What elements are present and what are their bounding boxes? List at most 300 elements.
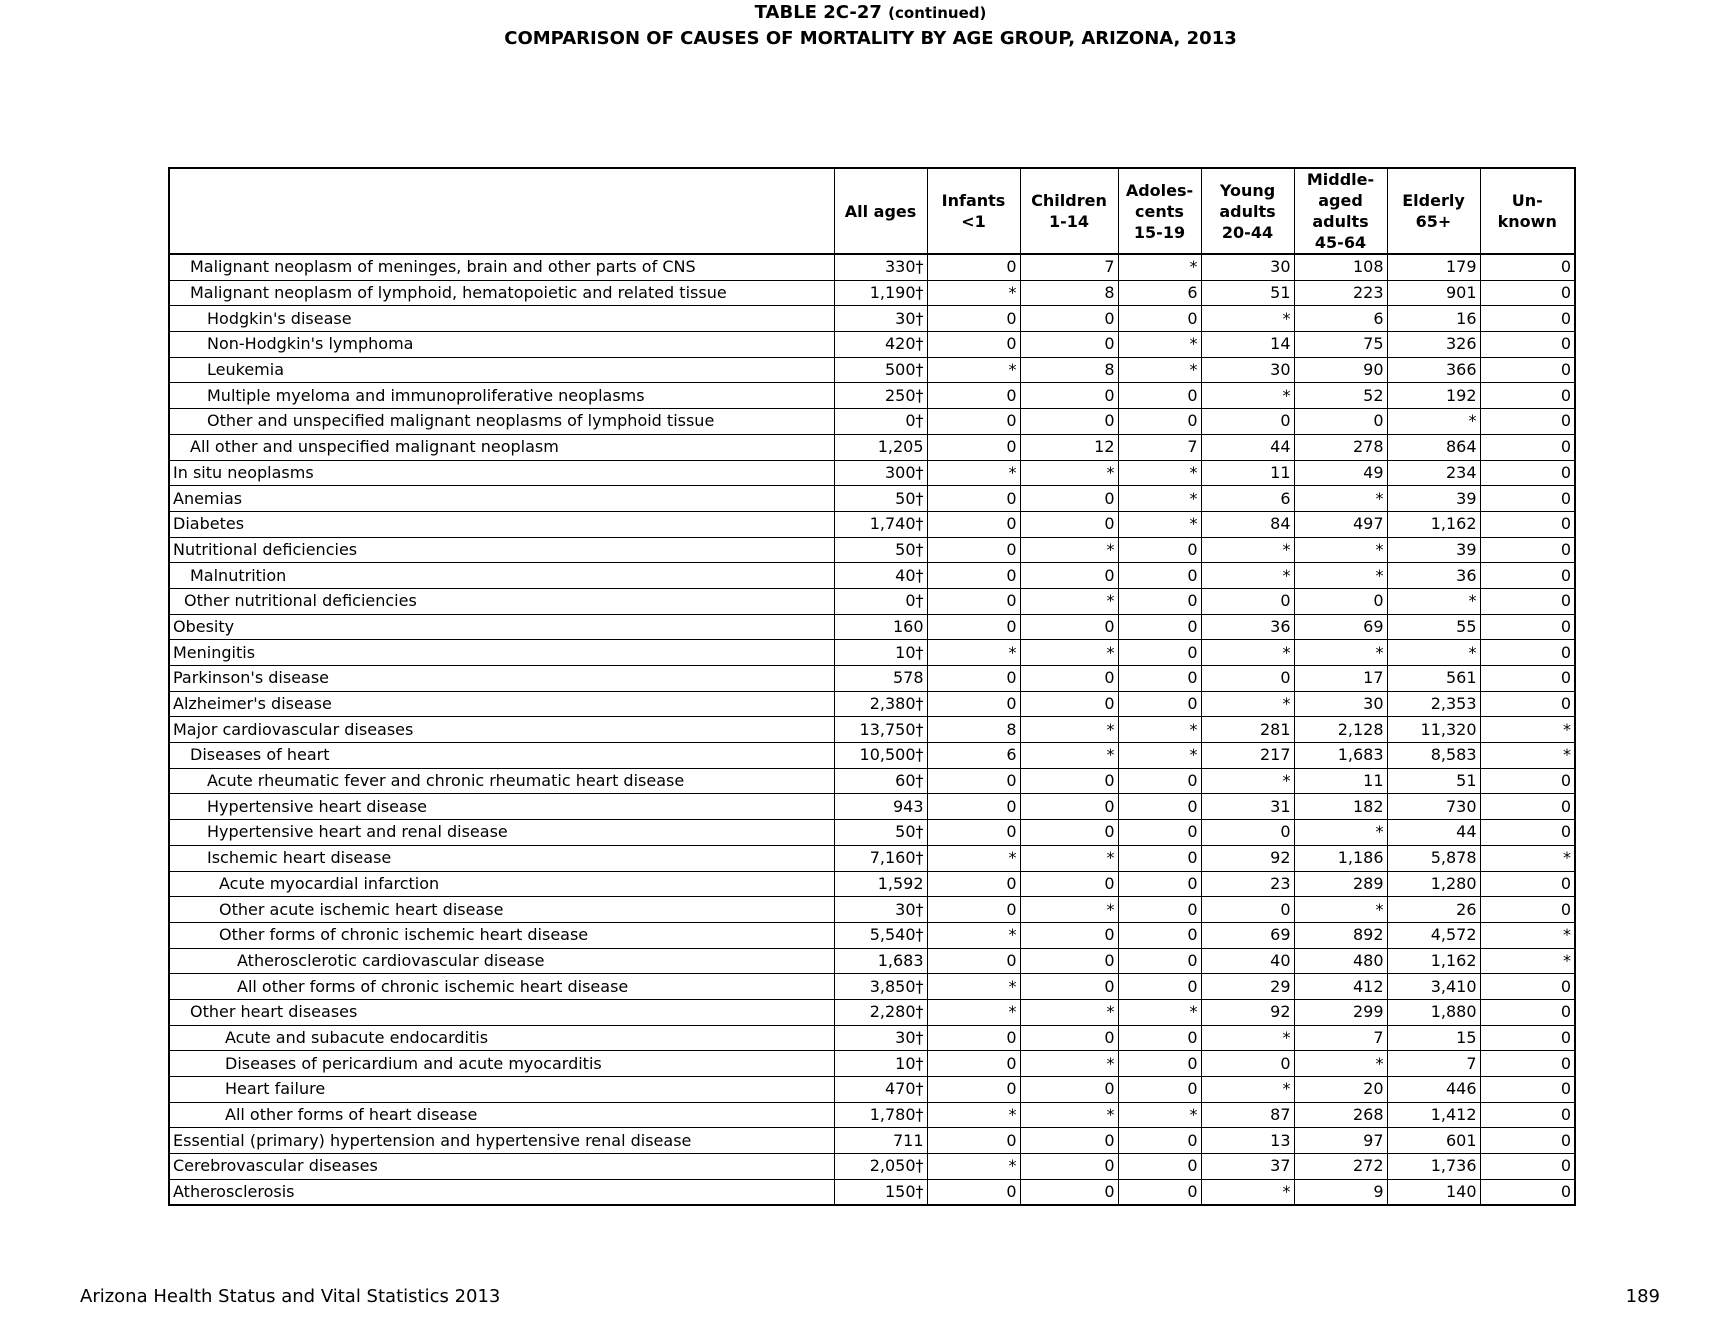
table-row [169, 948, 1575, 974]
header-elderly-line2: 65+ [1415, 212, 1452, 231]
cell-all-ages: 1,740† [834, 511, 927, 537]
cell-children: * [1020, 460, 1118, 486]
cell-middle-aged: 30 [1294, 691, 1387, 717]
table-row [169, 306, 1575, 332]
header-middle-aged-line2: aged [1318, 191, 1363, 210]
row-label: Diseases of heart [169, 743, 834, 769]
cell-children: 0 [1020, 306, 1118, 332]
table-row [169, 743, 1575, 769]
cell-unknown: 0 [1480, 640, 1575, 666]
cell-middle-aged: 0 [1294, 409, 1387, 435]
cell-middle-aged: 1,186 [1294, 845, 1387, 871]
cell-all-ages: 1,190† [834, 280, 927, 306]
cell-middle-aged: 7 [1294, 1025, 1387, 1051]
cell-all-ages: 420† [834, 332, 927, 358]
cell-adolescents: * [1118, 460, 1201, 486]
cell-all-ages: 711 [834, 1128, 927, 1154]
cell-unknown: 0 [1480, 254, 1575, 280]
cell-all-ages: 60† [834, 768, 927, 794]
cell-infants: * [927, 357, 1020, 383]
cell-adolescents: 0 [1118, 1179, 1201, 1205]
cell-children: 8 [1020, 357, 1118, 383]
cell-all-ages: 3,850† [834, 974, 927, 1000]
cell-elderly: 366 [1387, 357, 1480, 383]
cell-middle-aged: 412 [1294, 974, 1387, 1000]
table-row [169, 794, 1575, 820]
cell-middle-aged: * [1294, 486, 1387, 512]
cell-children: * [1020, 999, 1118, 1025]
cell-infants: * [927, 999, 1020, 1025]
cell-infants: 0 [927, 871, 1020, 897]
row-label: Malignant neoplasm of lymphoid, hematopoietic and related tissue [169, 280, 834, 306]
row-label: Malignant neoplasm of meninges, brain and other parts of CNS [169, 254, 834, 280]
row-label: Other acute ischemic heart disease [169, 897, 834, 923]
cell-unknown: 0 [1480, 306, 1575, 332]
cell-adolescents: 0 [1118, 563, 1201, 589]
cell-elderly: 730 [1387, 794, 1480, 820]
cell-middle-aged: 268 [1294, 1102, 1387, 1128]
cell-elderly: 140 [1387, 1179, 1480, 1205]
cell-unknown: 0 [1480, 280, 1575, 306]
cell-middle-aged: 97 [1294, 1128, 1387, 1154]
cell-middle-aged: 0 [1294, 588, 1387, 614]
cell-adolescents: * [1118, 717, 1201, 743]
cell-infants: 0 [927, 1077, 1020, 1103]
cell-adolescents: 0 [1118, 948, 1201, 974]
cell-children: 12 [1020, 434, 1118, 460]
cell-middle-aged: 289 [1294, 871, 1387, 897]
cell-elderly: * [1387, 640, 1480, 666]
cell-adolescents: 0 [1118, 537, 1201, 563]
cell-all-ages: 10† [834, 640, 927, 666]
cell-young-adults: * [1201, 1025, 1294, 1051]
table-row [169, 460, 1575, 486]
cell-adolescents: 0 [1118, 922, 1201, 948]
cell-young-adults: 84 [1201, 511, 1294, 537]
cell-unknown: 0 [1480, 691, 1575, 717]
cell-infants: 0 [927, 434, 1020, 460]
cell-children: * [1020, 537, 1118, 563]
cell-adolescents: 0 [1118, 871, 1201, 897]
cell-all-ages: 160 [834, 614, 927, 640]
cell-young-adults: * [1201, 640, 1294, 666]
cell-unknown: 0 [1480, 974, 1575, 1000]
cell-young-adults: 87 [1201, 1102, 1294, 1128]
cell-young-adults: 217 [1201, 743, 1294, 769]
cell-all-ages: 50† [834, 820, 927, 846]
cell-elderly: * [1387, 409, 1480, 435]
cell-unknown: 0 [1480, 1128, 1575, 1154]
header-infants-line2: <1 [961, 212, 986, 231]
header-young-adults-line1: Young [1219, 180, 1276, 200]
mortality-table [168, 167, 1576, 1206]
cell-middle-aged: 223 [1294, 280, 1387, 306]
header-children-line1: Children [1031, 191, 1107, 210]
cell-children: * [1020, 717, 1118, 743]
cell-adolescents: * [1118, 743, 1201, 769]
cell-adolescents: * [1118, 511, 1201, 537]
cell-children: 0 [1020, 691, 1118, 717]
cell-unknown: 0 [1480, 434, 1575, 460]
cell-young-adults: 0 [1201, 1051, 1294, 1077]
table-row [169, 717, 1575, 743]
cell-unknown: 0 [1480, 1051, 1575, 1077]
table-body [169, 254, 1575, 1205]
table-row [169, 897, 1575, 923]
cell-adolescents: 0 [1118, 691, 1201, 717]
cell-all-ages: 330† [834, 254, 927, 280]
cell-unknown: 0 [1480, 486, 1575, 512]
header-infants-line1: Infants [941, 191, 1006, 210]
cell-elderly: 601 [1387, 1128, 1480, 1154]
cell-all-ages: 300† [834, 460, 927, 486]
cell-infants: 0 [927, 948, 1020, 974]
cell-all-ages: 30† [834, 897, 927, 923]
row-label: Diabetes [169, 511, 834, 537]
header-middle-aged-line1: Middle- [1306, 170, 1375, 189]
cell-unknown: * [1480, 717, 1575, 743]
row-label: Other and unspecified malignant neoplasms of lymphoid tissue [169, 409, 834, 435]
row-label: Diseases of pericardium and acute myocarditis [169, 1051, 834, 1077]
cell-middle-aged: 278 [1294, 434, 1387, 460]
cell-young-adults: 23 [1201, 871, 1294, 897]
cell-infants: 6 [927, 743, 1020, 769]
cell-unknown: 0 [1480, 537, 1575, 563]
table-row [169, 974, 1575, 1000]
header-children-line2: 1-14 [1048, 212, 1090, 231]
cell-infants: * [927, 922, 1020, 948]
row-label: Other heart diseases [169, 999, 834, 1025]
header-young-adults [1201, 168, 1294, 254]
cell-children: 0 [1020, 409, 1118, 435]
cell-children: 0 [1020, 820, 1118, 846]
cell-young-adults: 281 [1201, 717, 1294, 743]
cell-unknown: 0 [1480, 1154, 1575, 1180]
table-row [169, 666, 1575, 692]
cell-adolescents: * [1118, 999, 1201, 1025]
cell-all-ages: 2,280† [834, 999, 927, 1025]
cell-unknown: 0 [1480, 1077, 1575, 1103]
cell-infants: 0 [927, 511, 1020, 537]
cell-children: 0 [1020, 1128, 1118, 1154]
table-row [169, 691, 1575, 717]
cell-elderly: 1,880 [1387, 999, 1480, 1025]
cell-children: 0 [1020, 383, 1118, 409]
cell-middle-aged: * [1294, 563, 1387, 589]
row-label: Atherosclerotic cardiovascular disease [169, 948, 834, 974]
header-unknown [1480, 168, 1575, 254]
cell-children: 0 [1020, 666, 1118, 692]
cell-middle-aged: 299 [1294, 999, 1387, 1025]
table-row [169, 434, 1575, 460]
cell-unknown: 0 [1480, 383, 1575, 409]
table-row [169, 768, 1575, 794]
cell-middle-aged: 182 [1294, 794, 1387, 820]
row-label: Obesity [169, 614, 834, 640]
cell-all-ages: 10,500† [834, 743, 927, 769]
cell-children: 0 [1020, 948, 1118, 974]
cell-unknown: 0 [1480, 820, 1575, 846]
cell-infants: * [927, 280, 1020, 306]
cell-middle-aged: 6 [1294, 306, 1387, 332]
cell-young-adults: 0 [1201, 897, 1294, 923]
cell-adolescents: 0 [1118, 1077, 1201, 1103]
cell-young-adults: * [1201, 1077, 1294, 1103]
cell-adolescents: 0 [1118, 614, 1201, 640]
header-elderly [1387, 168, 1480, 254]
cell-unknown: 0 [1480, 409, 1575, 435]
cell-young-adults: 92 [1201, 845, 1294, 871]
row-label: Heart failure [169, 1077, 834, 1103]
table-row [169, 332, 1575, 358]
header-row [169, 168, 1575, 254]
cell-adolescents: * [1118, 254, 1201, 280]
cell-adolescents: 0 [1118, 1154, 1201, 1180]
table-row [169, 614, 1575, 640]
table-row [169, 357, 1575, 383]
row-label: Cerebrovascular diseases [169, 1154, 834, 1180]
cell-young-adults: 92 [1201, 999, 1294, 1025]
header-children [1020, 168, 1118, 254]
cell-all-ages: 30† [834, 306, 927, 332]
row-label: Acute myocardial infarction [169, 871, 834, 897]
cell-elderly: 11,320 [1387, 717, 1480, 743]
cell-all-ages: 470† [834, 1077, 927, 1103]
table-row [169, 537, 1575, 563]
cell-infants: 0 [927, 306, 1020, 332]
row-label: Atherosclerosis [169, 1179, 834, 1205]
cell-all-ages: 500† [834, 357, 927, 383]
cell-unknown: 0 [1480, 1025, 1575, 1051]
cell-elderly: 7 [1387, 1051, 1480, 1077]
cell-adolescents: 6 [1118, 280, 1201, 306]
cell-young-adults: 6 [1201, 486, 1294, 512]
cell-infants: * [927, 640, 1020, 666]
cell-children: 0 [1020, 1077, 1118, 1103]
cell-unknown: 0 [1480, 768, 1575, 794]
cell-infants: 0 [927, 332, 1020, 358]
cell-elderly: 44 [1387, 820, 1480, 846]
cell-infants: * [927, 1102, 1020, 1128]
cell-unknown: * [1480, 743, 1575, 769]
cell-infants: 0 [927, 794, 1020, 820]
cell-young-adults: 40 [1201, 948, 1294, 974]
cell-children: * [1020, 845, 1118, 871]
row-label: Anemias [169, 486, 834, 512]
cell-children: 0 [1020, 511, 1118, 537]
cell-elderly: 864 [1387, 434, 1480, 460]
cell-unknown: * [1480, 845, 1575, 871]
header-elderly-line1: Elderly [1402, 191, 1465, 210]
header-unknown-line1: Un- [1511, 191, 1543, 210]
row-label: Other forms of chronic ischemic heart disease [169, 922, 834, 948]
cell-children: 0 [1020, 1025, 1118, 1051]
table-row [169, 383, 1575, 409]
cell-all-ages: 150† [834, 1179, 927, 1205]
cell-all-ages: 1,205 [834, 434, 927, 460]
cell-young-adults: 30 [1201, 254, 1294, 280]
table-row [169, 1154, 1575, 1180]
cell-infants: 0 [927, 1179, 1020, 1205]
header-middle-aged-line4: 45-64 [1314, 233, 1367, 252]
cell-young-adults: 14 [1201, 332, 1294, 358]
cell-all-ages: 1,780† [834, 1102, 927, 1128]
cell-children: * [1020, 743, 1118, 769]
table-row [169, 845, 1575, 871]
cell-middle-aged: 9 [1294, 1179, 1387, 1205]
cell-adolescents: 0 [1118, 1025, 1201, 1051]
cell-adolescents: 0 [1118, 768, 1201, 794]
table-title-line2: COMPARISON OF CAUSES OF MORTALITY BY AGE GROUP, ARIZONA, 2013 [504, 28, 1237, 49]
cell-infants: 0 [927, 588, 1020, 614]
table-row [169, 1077, 1575, 1103]
cell-unknown: 0 [1480, 332, 1575, 358]
row-label: Major cardiovascular diseases [169, 717, 834, 743]
cell-middle-aged: 90 [1294, 357, 1387, 383]
row-label: Non-Hodgkin's lymphoma [169, 332, 834, 358]
row-label: Multiple myeloma and immunoproliferative neoplasms [169, 383, 834, 409]
cell-adolescents: 0 [1118, 588, 1201, 614]
cell-young-adults: 11 [1201, 460, 1294, 486]
cell-middle-aged: * [1294, 897, 1387, 923]
row-label: All other forms of heart disease [169, 1102, 834, 1128]
continued-note: (continued) [888, 4, 987, 22]
row-label: Acute and subacute endocarditis [169, 1025, 834, 1051]
cell-young-adults: 44 [1201, 434, 1294, 460]
cell-infants: 0 [927, 254, 1020, 280]
cell-elderly: 39 [1387, 537, 1480, 563]
cell-middle-aged: 20 [1294, 1077, 1387, 1103]
table-row [169, 999, 1575, 1025]
cell-young-adults: 29 [1201, 974, 1294, 1000]
cell-middle-aged: 49 [1294, 460, 1387, 486]
cell-elderly: 55 [1387, 614, 1480, 640]
cell-young-adults: 0 [1201, 409, 1294, 435]
cell-unknown: 0 [1480, 563, 1575, 589]
cell-unknown: * [1480, 922, 1575, 948]
cell-elderly: 16 [1387, 306, 1480, 332]
cell-adolescents: 0 [1118, 897, 1201, 923]
row-label: All other forms of chronic ischemic heart disease [169, 974, 834, 1000]
cell-middle-aged: 75 [1294, 332, 1387, 358]
cell-elderly: 1,280 [1387, 871, 1480, 897]
table-row [169, 1025, 1575, 1051]
row-label: Hypertensive heart and renal disease [169, 820, 834, 846]
cell-all-ages: 50† [834, 537, 927, 563]
row-label: Hypertensive heart disease [169, 794, 834, 820]
cell-children: 8 [1020, 280, 1118, 306]
cell-elderly: 192 [1387, 383, 1480, 409]
cell-all-ages: 1,592 [834, 871, 927, 897]
cell-elderly: 15 [1387, 1025, 1480, 1051]
cell-unknown: 0 [1480, 666, 1575, 692]
cell-all-ages: 0† [834, 409, 927, 435]
cell-elderly: 51 [1387, 768, 1480, 794]
cell-unknown: 0 [1480, 897, 1575, 923]
header-middle-aged [1294, 168, 1387, 254]
cell-elderly: 39 [1387, 486, 1480, 512]
cell-infants: 0 [927, 820, 1020, 846]
cell-middle-aged: 2,128 [1294, 717, 1387, 743]
cell-unknown: 0 [1480, 511, 1575, 537]
cell-elderly: 234 [1387, 460, 1480, 486]
cell-young-adults: 37 [1201, 1154, 1294, 1180]
cell-unknown: 0 [1480, 1102, 1575, 1128]
table-row [169, 1128, 1575, 1154]
cell-middle-aged: * [1294, 820, 1387, 846]
cell-young-adults: * [1201, 691, 1294, 717]
cell-all-ages: 250† [834, 383, 927, 409]
cell-all-ages: 2,380† [834, 691, 927, 717]
cell-children: 0 [1020, 332, 1118, 358]
table-row [169, 563, 1575, 589]
cell-unknown: 0 [1480, 614, 1575, 640]
cell-all-ages: 943 [834, 794, 927, 820]
cell-all-ages: 5,540† [834, 922, 927, 948]
cell-elderly: 1,412 [1387, 1102, 1480, 1128]
cell-elderly: 561 [1387, 666, 1480, 692]
cell-middle-aged: 497 [1294, 511, 1387, 537]
row-label: Meningitis [169, 640, 834, 666]
cell-elderly: 179 [1387, 254, 1480, 280]
cell-infants: * [927, 1154, 1020, 1180]
cell-children: 7 [1020, 254, 1118, 280]
cell-infants: 0 [927, 537, 1020, 563]
cell-elderly: * [1387, 588, 1480, 614]
page-number: 189 [1625, 1286, 1660, 1307]
table-row [169, 254, 1575, 280]
cell-middle-aged: * [1294, 537, 1387, 563]
cell-all-ages: 2,050† [834, 1154, 927, 1180]
cell-elderly: 26 [1387, 897, 1480, 923]
cell-elderly: 326 [1387, 332, 1480, 358]
row-label: Alzheimer's disease [169, 691, 834, 717]
header-adolescents-line3: 15-19 [1133, 222, 1186, 242]
cell-elderly: 8,583 [1387, 743, 1480, 769]
cell-adolescents: 0 [1118, 1051, 1201, 1077]
cell-young-adults: * [1201, 537, 1294, 563]
cell-young-adults: 0 [1201, 666, 1294, 692]
cell-all-ages: 578 [834, 666, 927, 692]
cell-adolescents: 0 [1118, 794, 1201, 820]
table-title-line1 [168, 0, 1573, 26]
row-label: Hodgkin's disease [169, 306, 834, 332]
cell-unknown: 0 [1480, 588, 1575, 614]
row-label: Ischemic heart disease [169, 845, 834, 871]
table-row [169, 820, 1575, 846]
cell-unknown: 0 [1480, 794, 1575, 820]
cell-middle-aged: 11 [1294, 768, 1387, 794]
cell-adolescents: 0 [1118, 306, 1201, 332]
cell-adolescents: 0 [1118, 640, 1201, 666]
cell-all-ages: 7,160† [834, 845, 927, 871]
cell-elderly: 1,162 [1387, 511, 1480, 537]
cell-middle-aged: 69 [1294, 614, 1387, 640]
header-adolescents [1118, 168, 1201, 254]
cell-adolescents: * [1118, 332, 1201, 358]
cell-young-adults: * [1201, 383, 1294, 409]
cell-infants: 0 [927, 563, 1020, 589]
cell-children: 0 [1020, 922, 1118, 948]
cell-young-adults: 13 [1201, 1128, 1294, 1154]
cell-young-adults: * [1201, 1179, 1294, 1205]
cell-elderly: 446 [1387, 1077, 1480, 1103]
table-row [169, 409, 1575, 435]
header-young-adults-line2: adults [1219, 201, 1276, 221]
cell-adolescents: 0 [1118, 409, 1201, 435]
header-young-adults-line3: 20-44 [1221, 222, 1274, 242]
cell-children: 0 [1020, 768, 1118, 794]
